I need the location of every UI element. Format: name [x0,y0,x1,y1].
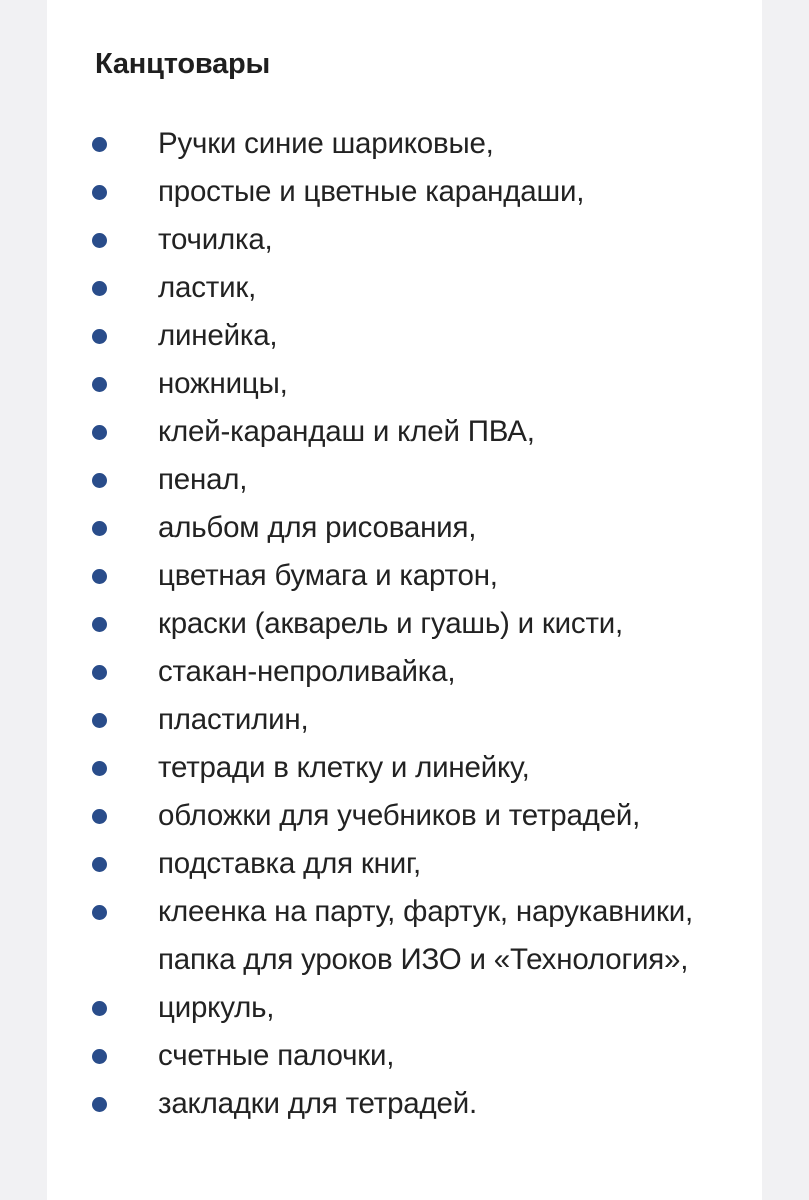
list-item-text: клеенка на парту, фартук, нарукавники, папка для уроков ИЗО и «Технология», [158,895,694,976]
bullet-icon [92,857,107,872]
list-item [47,216,762,264]
list-item-text: краски (акварель и гуашь) и кисти, [158,607,624,640]
list-item-text: счетные палочки, [158,1039,395,1072]
list-item [47,888,762,984]
list-item [47,552,762,600]
list-item [47,504,762,552]
bullet-icon [92,473,107,488]
bullet-icon [92,377,107,392]
bullet-icon [92,1049,107,1064]
list-item-text: пластилин, [158,703,309,736]
list-item-text: циркуль, [158,991,275,1024]
bullet-icon [92,281,107,296]
list-item [47,264,762,312]
bullet-icon [92,521,107,536]
list-item [47,360,762,408]
list-item-text: подставка для книг, [158,847,421,880]
list-item-text: тетради в клетку и линейку, [158,751,530,784]
list-item [47,168,762,216]
list-item [47,744,762,792]
list-item-text: клей-карандаш и клей ПВА, [158,415,535,448]
list-item [47,408,762,456]
list-item-text: ластик, [158,271,257,304]
bullet-icon [92,617,107,632]
list-item-text: Ручки синие шариковые, [158,127,494,160]
section-title: Канцтовары [95,48,271,80]
list-item [47,600,762,648]
list-item [47,696,762,744]
bullet-icon [92,905,107,920]
list-item-text: ножницы, [158,367,288,400]
list-item-text: точилка, [158,223,273,256]
bullet-icon [92,809,107,824]
bullet-icon [92,233,107,248]
list-item-text: стакан-непроливайка, [158,655,456,688]
bullet-icon [92,185,107,200]
bullet-icon [92,569,107,584]
list-item-text: цветная бумага и картон, [158,559,498,592]
list-item [47,1080,762,1128]
bullet-icon [92,1001,107,1016]
bullet-icon [92,329,107,344]
bullet-icon [92,1097,107,1112]
list-item-text: пенал, [158,463,248,496]
list-item-text: линейка, [158,319,278,352]
content-card [47,0,762,1200]
list-item [47,648,762,696]
list-item [47,840,762,888]
list-item [47,984,762,1032]
list-item-text: обложки для учебников и тетрадей, [158,799,641,832]
supplies-list [47,120,762,1128]
list-item-text: простые и цветные карандаши, [158,175,585,208]
list-item [47,1032,762,1080]
bullet-icon [92,137,107,152]
bullet-icon [92,713,107,728]
list-item-text: закладки для тетрадей. [158,1087,478,1120]
list-item [47,456,762,504]
bullet-icon [92,665,107,680]
list-item [47,312,762,360]
list-item [47,792,762,840]
list-item-text: альбом для рисования, [158,511,477,544]
bullet-icon [92,425,107,440]
bullet-icon [92,761,107,776]
list-item [47,120,762,168]
